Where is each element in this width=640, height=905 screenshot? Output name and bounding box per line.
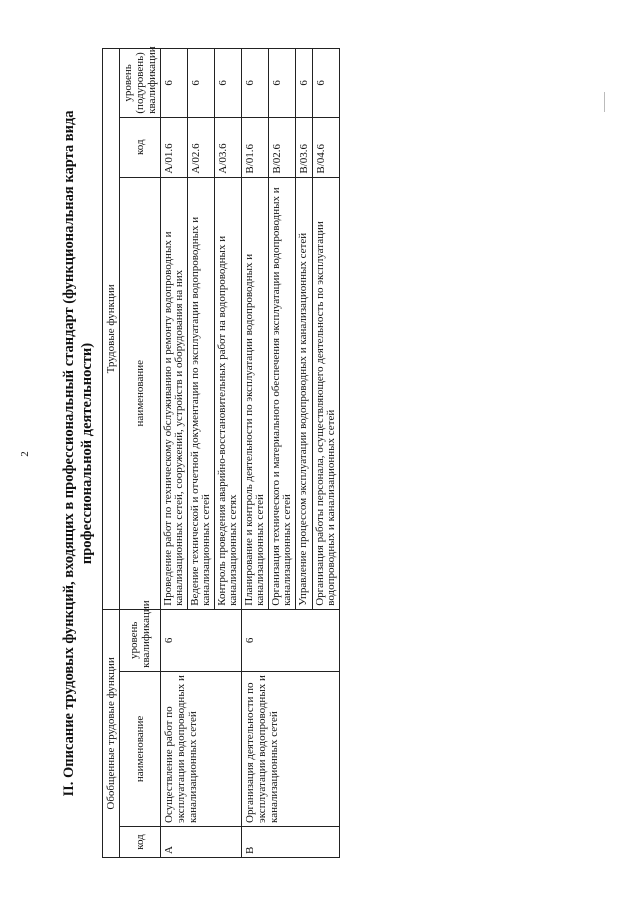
gen-name-a: Осуществление работ по эксплуатации водопроводных и канализационных сетей [161,671,242,826]
labor-code: В/04.6 [313,117,340,177]
labor-level: 6 [242,49,269,118]
table-row [242,49,269,858]
labor-name-header: наименование [120,177,161,609]
labor-code: В/01.6 [242,117,269,177]
header-row-2 [120,49,161,858]
labor-code: А/03.6 [215,117,242,177]
labor-level: 6 [313,49,340,118]
labor-name: Управление процессом эксплуатации водопроводных и канализационных сетей [296,177,313,609]
page-number: 2 [18,451,31,457]
generalized-functions-header: Обобщенные трудовые функции [103,609,120,857]
labor-name: Проведение работ по техническому обслуживанию и ремонту водопроводных и канализационных сетей, сооружений, устройств и оборудования на них [161,177,188,609]
labor-level: 6 [188,49,215,118]
section-title [60,41,96,866]
labor-code-header: код [120,117,161,177]
functions-table [102,48,340,858]
title-line-1: II. Описание трудовых функций, входящих в профессиональный стандарт (функциональная карта вида [61,110,77,797]
header-row-1 [103,49,120,858]
title-line-2: профессиональной деятельности) [79,342,95,565]
table-row [161,49,188,858]
gen-level-b: 6 [242,609,340,671]
gen-code-b: В [242,826,340,857]
gen-code-a: А [161,826,242,857]
labor-level: 6 [269,49,296,118]
name-header: наименование [120,671,161,826]
labor-level: 6 [215,49,242,118]
labor-code: А/01.6 [161,117,188,177]
labor-name: Планирование и контроль деятельности по эксплуатации водопроводных и канализационных сетей [242,177,269,609]
labor-level-header: уровень (подуровень) квалификации [120,49,161,118]
labor-level: 6 [296,49,313,118]
rotated-page [58,41,618,866]
labor-name: Ведение технической и отчетной документации по эксплуатации водопроводных и канализационных сетей [188,177,215,609]
labor-functions-header: Трудовые функции [103,49,120,610]
labor-name: Организация работы персонала, осуществляющего деятельность по эксплуатации водопроводных и канализационных сетей [313,177,340,609]
labor-name: Контроль проведения аварийно-восстановительных работ на водопроводных и канализационных сетях [215,177,242,609]
gen-name-b: Организация деятельности по эксплуатации водопроводных и канализационных сетей [242,671,340,826]
labor-code: В/03.6 [296,117,313,177]
labor-code: А/02.6 [188,117,215,177]
labor-level: 6 [161,49,188,118]
labor-name: Организация технического и материального обеспечения эксплуатации водопроводных и канализационных сетей [269,177,296,609]
qual-level-header: уровень квалификации [120,609,161,671]
gen-level-a: 6 [161,609,242,671]
code-header: код [120,826,161,857]
labor-code: В/02.6 [269,117,296,177]
